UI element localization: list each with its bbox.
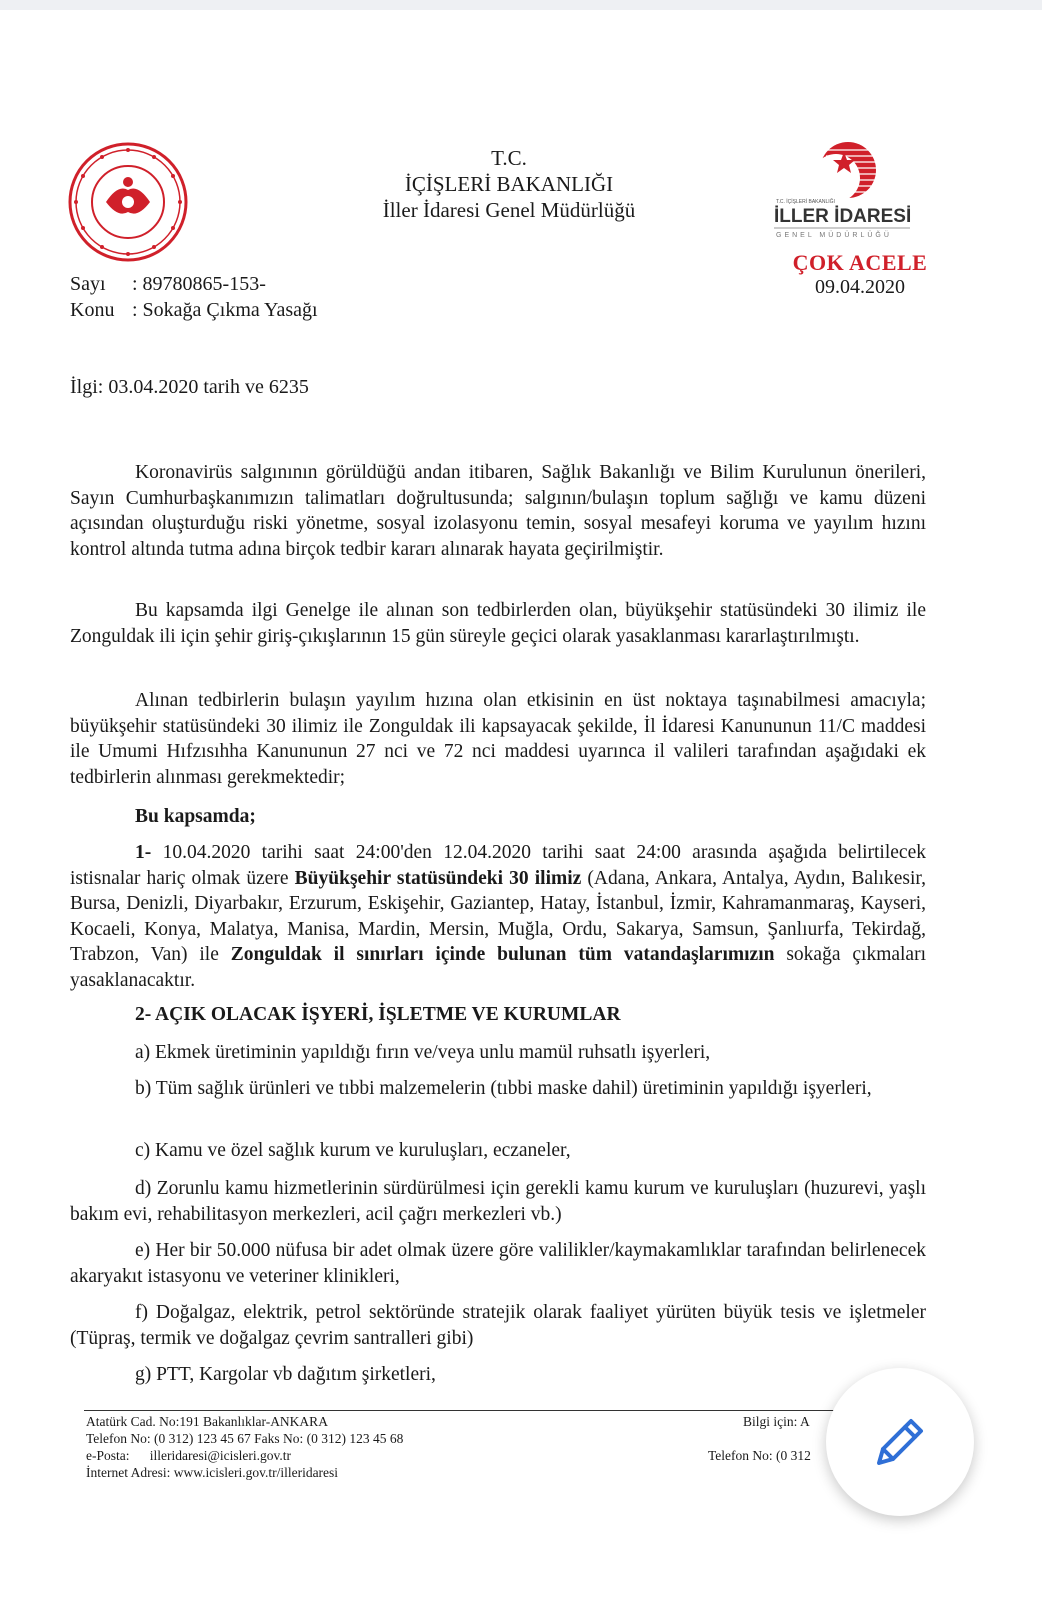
paragraph-curfew-rule (70, 840, 926, 994)
logo-subtitle: GENEL MÜDÜRLÜĞÜ (776, 232, 892, 239)
paragraph-scope-heading: Bu kapsamda; (135, 806, 256, 827)
logo-title: İLLER İDARESİ (774, 206, 912, 227)
meta-konu (70, 299, 318, 322)
list-item-d: d) Zorunlu kamu hizmetlerinin sürdürülmesi için gerekli kamu kurum ve kuruluşları (huzurevi, yaşlı bakım evi, rehabilitasyon merkezleri, acil çağrı merkezleri vb.) (70, 1178, 926, 1225)
pencil-edit-icon (869, 1411, 931, 1473)
footer-website: İnternet Adresi: www.icisleri.gov.tr/illeridaresi (86, 1465, 339, 1480)
header-tc: T.C. (491, 146, 527, 170)
list-item-a: a) Ekmek üretiminin yapıldığı fırın ve/veya unlu mamül ruhsatlı işyerleri, (135, 1042, 711, 1063)
rule-text-a: 10.04.2020 tarihi saat 24:00'den 12.04.2020 tarihi saat 24:00 arasında aşağıda belirtilecek istisnalar hariç olmak üzere (70, 842, 926, 889)
urgency-label: ÇOK ACELE (792, 250, 928, 275)
iller-idaresi-logo-icon (774, 140, 938, 250)
paragraph-3: Alınan tedbirlerin bulaşın yayılım hızına olan etkisinin en üst noktaya taşınabilmesi amacıyla; büyükşehir statüsündeki 30 ilimiz ile Zonguldak ili kapsayacak şekilde, İl İdaresi Kanununun 11/C maddesi ile Umumi Hıfzısıhha Kanununun 27 nci ve 72 nci maddesi uyarınca il valileri tarafından aşağıdaki ek tedbirlerin alınması gerekmektedir; (70, 690, 926, 788)
rule-text-e: sokağa çıkmaları yasaklanacaktır. (70, 944, 926, 991)
ilgi-reference: İlgi: 03.04.2020 tarih ve 6235 (70, 376, 309, 398)
footer-info: Bilgi için: A (743, 1414, 810, 1429)
top-status-bar (0, 0, 1042, 10)
list-item-c: c) Kamu ve özel sağlık kurum ve kuruluşları, eczaneler, (135, 1140, 571, 1161)
rule-text-b: Büyükşehir statüsündeki 30 ilimiz (294, 867, 582, 889)
footer-address: Atatürk Cad. No:191 Bakanlıklar-ANKARA (86, 1414, 328, 1429)
logo-small-text: T.C. İÇİŞLERİ BAKANLIĞI (776, 199, 835, 205)
footer-info-phone: Telefon No: (0 312 (708, 1448, 811, 1463)
paragraph-1: Koronavirüs salgınının görüldüğü andan itibaren, Sağlık Bakanlığı ve Bilim Kurulunun önerileri, Sayın Cumhurbaşkanımızın talimatları doğrultusunda; salgının/bulaşın toplum sağlığı ve kamu düzeni açısından oluşturduğu riski yönetme, sosyal izolasyonu temin, sosyal mesafeyi koruma ve yayılım hızını kontrol altında tutma adına birçok tedbir kararı alınarak hayata geçirilmiştir. (70, 462, 926, 560)
header-directorate: İller İdaresi Genel Müdürlüğü (382, 198, 636, 222)
rule-text-c: (Adana, Ankara, Antalya, Aydın, Balıkesir, Bursa, Denizli, Diyarbakır, Erzurum, Eskişehir, Gaziantep, Hatay, İstanbul, İzmir, Kahramanmaraş, Kayseri, Kocaeli, Konya, Malatya, Manisa, Mardin, Mersin, Muğla, Ordu, Sakarya, Samsun, Şanlıurfa, Tekirdağ, Trabzon, Van) ile (70, 867, 926, 966)
paragraph-2: Bu kapsamda ilgi Genelge ile alınan son tedbirlerden olan, büyükşehir statüsündeki 30 ilimiz ile Zonguldak ili için şehir giriş-çıkışlarının 15 gün süreyle geçici olarak yasaklanması kararlaştırılmıştı. (70, 600, 926, 647)
rule-number: 1- (135, 842, 152, 863)
sayi-label: Sayı (70, 273, 106, 295)
header-ministry: İÇİŞLERİ BAKANLIĞI (404, 172, 614, 196)
footer-email: e-Posta: illeridaresi@icisleri.gov.tr (86, 1448, 292, 1463)
section-heading-open-workplaces: 2- AÇIK OLACAK İŞYERİ, İŞLETME VE KURUMLAR (135, 1004, 621, 1025)
footer-phone: Telefon No: (0 312) 123 45 67 Faks No: (0 312) 123 45 68 (86, 1431, 404, 1446)
meta-sayi (70, 273, 266, 296)
konu-value: : Sokağa Çıkma Yasağı (132, 299, 318, 321)
list-item-b: b) Tüm sağlık ürünleri ve tıbbi malzemelerin (tıbbi maske dahil) üretiminin yapıldığı işyerleri, (135, 1078, 872, 1099)
rule-text-d: Zonguldak il sınırları içinde bulunan tüm vatandaşlarımızın (230, 944, 775, 966)
list-item-e: e) Her bir 50.000 nüfusa bir adet olmak üzere göre valilikler/kaymakamlıklar tarafından belirlenecek akaryakıt istasyonu ve veteriner klinikleri, (70, 1240, 926, 1287)
document-date: 09.04.2020 (815, 276, 905, 298)
list-item-g: g) PTT, Kargolar vb dağıtım şirketleri, (135, 1364, 436, 1385)
konu-label: Konu (70, 299, 115, 321)
sayi-value: : 89780865-153- (132, 273, 266, 295)
list-item-f: f) Doğalgaz, elektrik, petrol sektöründe stratejik olarak faaliyet yürüten büyük tesis ve işletmeler (Tüpraş, termik ve doğalgaz çevrim santralleri gibi) (70, 1302, 926, 1349)
footer-divider (84, 1410, 924, 1411)
edit-fab-button[interactable] (826, 1368, 974, 1516)
